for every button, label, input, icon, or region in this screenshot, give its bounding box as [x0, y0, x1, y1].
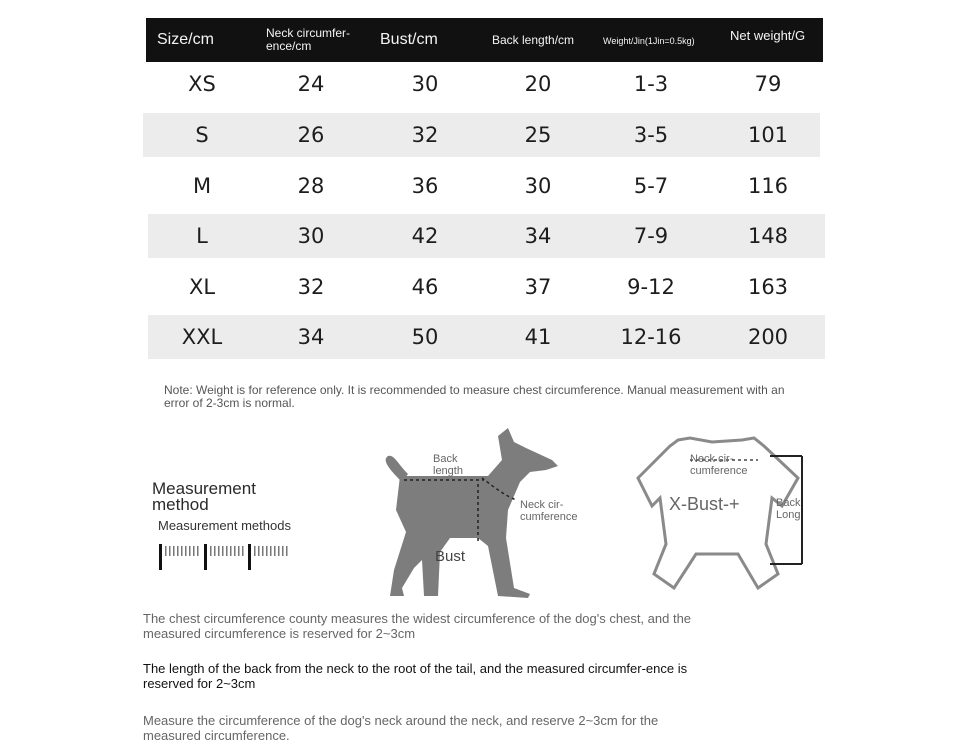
- cell-size: XXL: [181, 325, 223, 349]
- cell-back: 25: [524, 123, 552, 147]
- table-row: [146, 62, 823, 106]
- instruction-bust: The chest circumference county measures the widest circumference of the dog's chest, and the measured circumference is reserved for 2~3cm: [143, 611, 692, 641]
- instruction-back: The length of the back from the neck to the root of the tail, and the measured circumfer-ence is reserved for 2~3cm: [143, 661, 688, 691]
- cell-weight: 7-9: [633, 224, 669, 248]
- table-row: [146, 164, 823, 208]
- cell-weight: 5-7: [633, 174, 669, 198]
- cell-back: 41: [524, 325, 552, 349]
- clothes-neck-label: Neck cir- cumference: [690, 453, 748, 477]
- dog-bust-label: Bust: [435, 548, 466, 565]
- cell-bust: 32: [411, 123, 439, 147]
- table-row: [146, 265, 823, 309]
- size-table: [146, 18, 823, 349]
- cell-weight: 9-12: [627, 275, 675, 299]
- cell-neck: 32: [297, 275, 325, 299]
- instruction-neck: Measure the circumference of the dog's neck around the neck, and reserve 2~3cm for the measured circumference.: [143, 713, 659, 743]
- cell-size: L: [196, 224, 208, 248]
- table-row: [148, 214, 825, 258]
- cell-net-weight: 148: [747, 224, 789, 248]
- measurement-methods-subtitle: Measurement methods: [158, 518, 291, 533]
- cell-size: XL: [188, 275, 216, 299]
- header-neck: Neck circumfer-ence/cm: [266, 26, 351, 53]
- weight-note: Note: Weight is for reference only. It is recommended to measure chest circumference. Manual measurement with an error of 2-3cm is normal.: [164, 383, 785, 410]
- table-header: [146, 18, 823, 62]
- table-row: [143, 113, 820, 157]
- cell-bust: 30: [411, 72, 439, 96]
- cell-back: 30: [524, 174, 552, 198]
- cell-net-weight: 101: [747, 123, 789, 147]
- dog-diagram: [380, 420, 590, 600]
- cell-bust: 46: [411, 275, 439, 299]
- table-row: [148, 315, 825, 359]
- header-size: Size/cm: [157, 30, 214, 48]
- dog-neck-label: Neck cir- cumference: [520, 499, 578, 523]
- clothes-back-label: Back Long: [776, 497, 801, 521]
- cell-back: 37: [524, 275, 552, 299]
- cell-neck: 24: [297, 72, 325, 96]
- header-bust: Bust/cm: [380, 30, 438, 48]
- cell-size: S: [195, 123, 209, 147]
- cell-weight: 12-16: [620, 325, 682, 349]
- cell-bust: 42: [411, 224, 439, 248]
- cell-weight: 3-5: [633, 123, 669, 147]
- cell-neck: 28: [297, 174, 325, 198]
- header-back-length: Back length/cm: [492, 32, 575, 47]
- cell-weight: 1-3: [633, 72, 669, 96]
- header-weight: Weight/Jin(1Jin=0.5kg): [603, 36, 695, 47]
- cell-bust: 36: [411, 174, 439, 198]
- cell-net-weight: 116: [747, 174, 789, 198]
- cell-bust: 50: [411, 325, 439, 349]
- cell-net-weight: 163: [747, 275, 789, 299]
- clothes-diagram: [630, 432, 830, 597]
- header-net-weight: Net weight/G: [730, 28, 806, 44]
- cell-neck: 34: [297, 325, 325, 349]
- cell-net-weight: 79: [754, 72, 782, 96]
- measurement-method-title: Measurement method: [152, 479, 256, 514]
- clothes-bust-label: X-Bust-+: [669, 494, 740, 514]
- cell-size: M: [192, 174, 212, 198]
- cell-back: 34: [524, 224, 552, 248]
- cell-back: 20: [524, 72, 552, 96]
- ruler-icon: [156, 540, 296, 574]
- dog-back-label: Back length: [433, 453, 463, 477]
- cell-neck: 26: [297, 123, 325, 147]
- cell-size: XS: [188, 72, 216, 96]
- cell-neck: 30: [297, 224, 325, 248]
- cell-net-weight: 200: [747, 325, 789, 349]
